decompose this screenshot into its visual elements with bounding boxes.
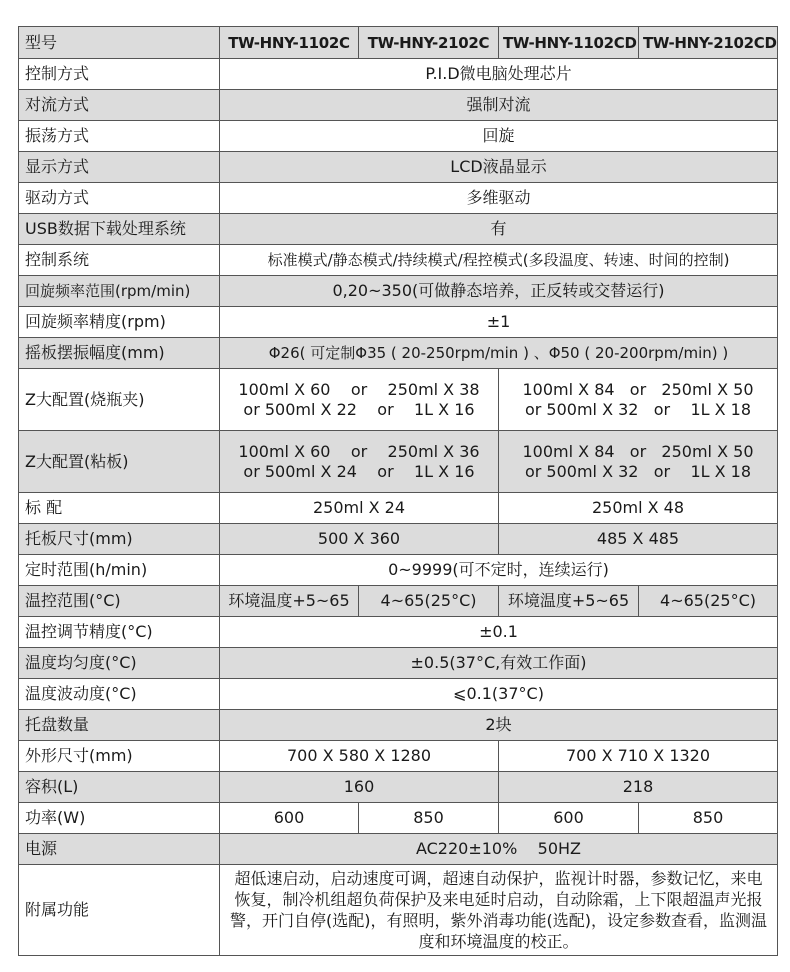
label-usb: USB数据下载处理系统 (19, 214, 220, 245)
row-temp-uniformity (19, 648, 778, 679)
label-dimensions: 外形尺寸(mm) (19, 741, 220, 772)
value-dimensions-large: 700 X 710 X 1320 (499, 741, 778, 772)
value-features: 超低速启动，启动速度可调，超速自动保护，监视计时器，参数记忆，来电恢复，制冷机组超负荷保护及来电延时启动，自动除霜，上下限超温声光报警，开门自停(选配)，有照明，紫外消毒功能(选配)，设定参数查看，监测温度和环境温度的校正。 (220, 865, 778, 956)
value-convection: 强制对流 (220, 90, 778, 121)
label-temp-range: 温控范围(°C) (19, 586, 220, 617)
config-sticky-large-line1: 100ml X 84 or 250ml X 50 (522, 441, 754, 461)
value-drive: 多维驱动 (220, 183, 778, 214)
label-model: 型号 (19, 27, 220, 59)
row-tray-count (19, 710, 778, 741)
value-power-1: 600 (220, 803, 359, 834)
row-temp-range (19, 586, 778, 617)
label-config-sticky: Z大配置(粘板) (19, 431, 220, 493)
value-config-sticky-small (220, 431, 499, 493)
value-tray-count: 2块 (220, 710, 778, 741)
value-temp-range-3: 环境温度+5~65 (499, 586, 639, 617)
value-config-flask-large (499, 369, 778, 431)
config-flask-small-line2: or 500ml X 22 or 1L X 16 (243, 399, 475, 419)
value-dimensions-small: 700 X 580 X 1280 (220, 741, 499, 772)
label-amplitude: 摇板摆振幅度(mm) (19, 338, 220, 369)
value-power-2: 850 (359, 803, 499, 834)
value-oscillation: 回旋 (220, 121, 778, 152)
value-tray-size-large: 485 X 485 (499, 524, 778, 555)
row-config-flask (19, 369, 778, 431)
row-config-sticky (19, 431, 778, 493)
label-drive: 驱动方式 (19, 183, 220, 214)
label-speed-accuracy: 回旋频率精度(rpm) (19, 307, 220, 338)
row-power (19, 803, 778, 834)
row-speed-accuracy (19, 307, 778, 338)
value-config-sticky-large (499, 431, 778, 493)
row-supply (19, 834, 778, 865)
row-standard (19, 493, 778, 524)
model-1102cd: TW-HNY-1102CD (499, 27, 639, 59)
label-volume: 容积(L) (19, 772, 220, 803)
value-power-4: 850 (639, 803, 778, 834)
value-speed-accuracy: ±1 (220, 307, 778, 338)
row-timer (19, 555, 778, 586)
label-standard: 标 配 (19, 493, 220, 524)
row-display (19, 152, 778, 183)
label-temp-uniformity: 温度均匀度(°C) (19, 648, 220, 679)
label-timer: 定时范围(h/min) (19, 555, 220, 586)
row-features (19, 865, 778, 956)
config-sticky-small-line1: 100ml X 60 or 250ml X 36 (238, 441, 480, 461)
label-tray-count: 托盘数量 (19, 710, 220, 741)
value-temp-fluctuation: ⩽0.1(37°C) (220, 679, 778, 710)
value-usb: 有 (220, 214, 778, 245)
value-display: LCD液晶显示 (220, 152, 778, 183)
label-oscillation: 振荡方式 (19, 121, 220, 152)
label-speed-range: 回旋频率范围(rpm/min) (19, 276, 220, 307)
row-temp-accuracy (19, 617, 778, 648)
value-power-3: 600 (499, 803, 639, 834)
row-convection (19, 90, 778, 121)
label-control-mode: 控制方式 (19, 59, 220, 90)
label-temp-fluctuation: 温度波动度(°C) (19, 679, 220, 710)
value-volume-large: 218 (499, 772, 778, 803)
row-tray-size (19, 524, 778, 555)
label-control-system: 控制系统 (19, 245, 220, 276)
row-model (19, 27, 778, 59)
label-config-flask: Z大配置(烧瓶夹) (19, 369, 220, 431)
label-display: 显示方式 (19, 152, 220, 183)
config-flask-small-line1: 100ml X 60 or 250ml X 38 (238, 379, 480, 399)
spec-table (18, 26, 778, 956)
value-amplitude: Φ26( 可定制Φ35 ( 20-250rpm/min ) 、Φ50 ( 20-200rpm/min) ) (220, 338, 778, 369)
row-usb (19, 214, 778, 245)
value-supply: AC220±10% 50HZ (220, 834, 778, 865)
row-speed-range (19, 276, 778, 307)
value-control-mode: P.I.D微电脑处理芯片 (220, 59, 778, 90)
config-flask-large-line2: or 500ml X 32 or 1L X 18 (524, 399, 752, 419)
value-temp-uniformity: ±0.5(37°C,有效工作面) (220, 648, 778, 679)
value-timer: 0~9999(可不定时，连续运行) (220, 555, 778, 586)
value-config-flask-small (220, 369, 499, 431)
row-control-mode (19, 59, 778, 90)
value-standard-small: 250ml X 24 (220, 493, 499, 524)
value-tray-size-small: 500 X 360 (220, 524, 499, 555)
row-volume (19, 772, 778, 803)
value-temp-accuracy: ±0.1 (220, 617, 778, 648)
config-flask-large-line1: 100ml X 84 or 250ml X 50 (522, 379, 754, 399)
value-control-system: 标准模式/静态模式/持续模式/程控模式(多段温度、转速、时间的控制) (220, 245, 778, 276)
row-drive (19, 183, 778, 214)
row-dimensions (19, 741, 778, 772)
label-convection: 对流方式 (19, 90, 220, 121)
config-sticky-large-line2: or 500ml X 32 or 1L X 18 (524, 461, 752, 481)
row-control-system (19, 245, 778, 276)
label-supply: 电源 (19, 834, 220, 865)
model-2102cd: TW-HNY-2102CD (639, 27, 778, 59)
row-oscillation (19, 121, 778, 152)
value-volume-small: 160 (220, 772, 499, 803)
row-temp-fluctuation (19, 679, 778, 710)
label-temp-accuracy: 温控调节精度(°C) (19, 617, 220, 648)
value-temp-range-2: 4~65(25°C) (359, 586, 499, 617)
label-tray-size: 托板尺寸(mm) (19, 524, 220, 555)
value-temp-range-1: 环境温度+5~65 (220, 586, 359, 617)
value-speed-range: 0,20~350(可做静态培养，正反转或交替运行) (220, 276, 778, 307)
label-power: 功率(W) (19, 803, 220, 834)
value-standard-large: 250ml X 48 (499, 493, 778, 524)
label-features: 附属功能 (19, 865, 220, 956)
model-1102c: TW-HNY-1102C (220, 27, 359, 59)
value-temp-range-4: 4~65(25°C) (639, 586, 778, 617)
row-amplitude (19, 338, 778, 369)
model-2102c: TW-HNY-2102C (359, 27, 499, 59)
config-sticky-small-line2: or 500ml X 24 or 1L X 16 (243, 461, 475, 481)
